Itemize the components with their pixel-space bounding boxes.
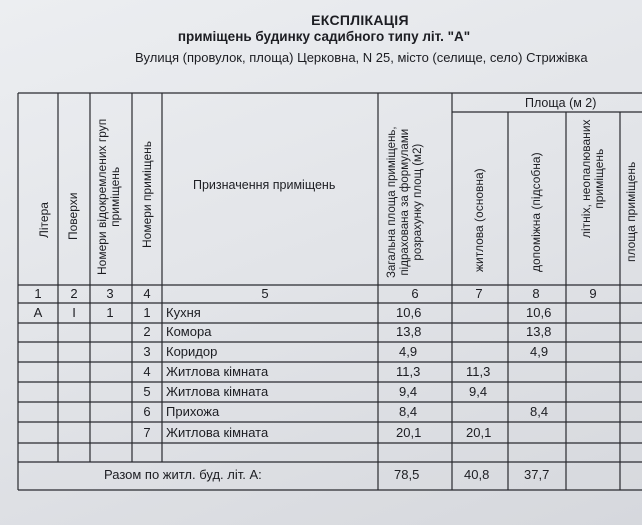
column-number: 7 [475, 286, 483, 301]
cell-living-area: 11,3 [466, 364, 491, 379]
cell-room-name: Коридор [166, 344, 218, 359]
cell-room-number: 3 [143, 344, 151, 359]
column-number: 6 [411, 286, 419, 301]
column-header-area-group: Площа (м 2) [525, 96, 597, 110]
cell-room-number: 4 [143, 364, 151, 379]
column-header-purpose: Призначення приміщень [193, 178, 336, 192]
cell-room-name: Кухня [166, 305, 201, 320]
column-header-total-line1: Загальна площа приміщень, [386, 126, 398, 278]
column-header-room-area: площа приміщень [624, 161, 638, 262]
cell-room-number: 1 [143, 305, 151, 320]
column-number: 1 [34, 286, 42, 301]
document-title: ЕКСПЛІКАЦІЯ [311, 12, 409, 28]
column-header-living: житлова (основна) [472, 168, 486, 272]
column-header-summer-line2: приміщень [592, 148, 606, 209]
column-header-total-line3: розрахунку площ (м2) [412, 143, 424, 261]
cell-room-number: 5 [143, 384, 151, 399]
total-area-sum: 78,5 [394, 467, 420, 482]
cell-total-area: 8,4 [399, 404, 418, 419]
cell-living-area: 20,1 [466, 425, 492, 440]
total-label: Разом по житл. буд. літ. А: [104, 467, 262, 482]
column-number: 2 [70, 286, 78, 301]
column-header-litera: Літера [37, 202, 51, 238]
cell-room-name: Комора [166, 324, 212, 339]
cell-litera: А [33, 305, 43, 320]
cell-room-number: 7 [143, 425, 151, 440]
cell-total-area: 20,1 [396, 425, 422, 440]
column-header-group-numbers [96, 119, 122, 275]
cell-total-area: 10,6 [396, 305, 422, 320]
cell-aux-area: 8,4 [530, 404, 549, 419]
cell-floor: І [72, 305, 76, 320]
column-header-room-numbers: Номери приміщень [140, 140, 154, 248]
cell-room-number: 2 [143, 324, 151, 339]
aux-area-sum: 37,7 [524, 467, 550, 482]
cell-living-area: 9,4 [469, 384, 488, 399]
address-line: Вулиця (провулок, площа) Церковна, N 25, місто (селище, село) Стрижівка [135, 50, 588, 65]
column-header-auxiliary: допоміжна (підсобна) [529, 152, 543, 272]
cell-aux-area: 13,8 [526, 324, 552, 339]
column-number: 5 [261, 286, 269, 301]
column-header-group-line2: приміщень [108, 166, 122, 227]
cell-aux-area: 10,6 [526, 305, 552, 320]
cell-total-area: 11,3 [396, 364, 421, 379]
column-header-group-line1: Номери відокремлених груп [95, 118, 109, 275]
column-header-summer [580, 119, 606, 238]
column-header-total-area [386, 126, 425, 278]
cell-room-number: 6 [143, 404, 151, 419]
cell-total-area: 13,8 [396, 324, 422, 339]
cell-room-name: Житлова кімната [166, 364, 269, 379]
document-subtitle: приміщень будинку садибного типу літ. "А" [177, 29, 471, 44]
column-header-total-line2: підрахована за формулами [399, 128, 411, 276]
cell-room-name: Житлова кімната [166, 425, 269, 440]
column-number: 8 [532, 286, 540, 301]
cell-room-name: Житлова кімната [166, 384, 269, 399]
column-header-floors: Поверхи [66, 192, 80, 240]
column-number: 3 [106, 286, 114, 301]
living-area-sum: 40,8 [464, 467, 490, 482]
cell-total-area: 4,9 [399, 344, 418, 359]
column-number: 9 [589, 286, 597, 301]
cell-group: 1 [106, 305, 114, 320]
cell-total-area: 9,4 [399, 384, 418, 399]
column-number: 4 [143, 286, 151, 301]
cell-aux-area: 4,9 [530, 344, 549, 359]
cell-room-name: Прихожа [166, 404, 220, 419]
column-header-summer-line1: літніх, неопалюваних [579, 119, 593, 238]
